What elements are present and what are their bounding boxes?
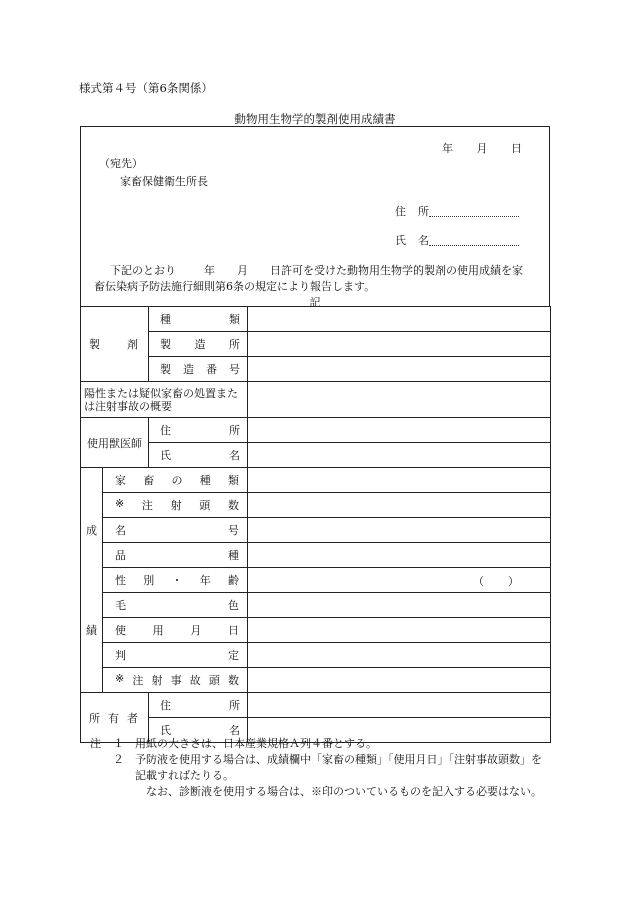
owner-address-value[interactable] [248,693,551,718]
year-label: 年 [442,142,453,155]
table-row [81,418,551,443]
owner-address-label: 住 所 [149,693,248,718]
month-label: 月 [476,142,488,155]
name-line[interactable] [429,234,519,246]
report-body: 下記のとおり 年 月 日許可を受けた動物用生物学的製剤の使用成績を家 畜伝染病予防法施行細則第6条の規定により報告します。 [94,264,523,293]
sex-age-label: 性 別 ・ 年 齢 [103,568,248,593]
table-row [81,668,551,693]
address-label: 住 所 [395,205,429,218]
office-name: 家畜保健衛生所長 [120,175,208,188]
judgment-value[interactable] [248,643,551,668]
table-row [81,493,551,518]
results-head: 成 績 [81,468,103,693]
ki-label: 記 [309,296,321,309]
day-label: 日 [511,142,522,155]
date-line [442,140,522,156]
owner-name-label: 氏 名 [149,718,248,743]
name-field [395,232,519,248]
injected-count-label: ※ 注 射 頭 数 [103,493,248,518]
animal-name-value[interactable] [248,518,551,543]
animal-name-label: 名 号 [103,518,248,543]
livestock-type-value[interactable] [248,468,551,493]
positive-summary-label: 陽性または疑似家畜の処置または注射事故の概要 [81,382,248,418]
report-body-line2: 畜伝染病予防法施行細則第6条の規定により報告します。 [94,280,376,293]
preparation-head: 製 剤 [81,307,149,382]
positive-summary-value[interactable] [248,382,551,418]
accident-count-label: ※ 注 射 事 故 頭 数 [103,668,248,693]
breed-value[interactable] [248,543,551,568]
address-field [395,203,519,219]
notes-label: 注 [90,737,101,750]
table-row [81,357,551,382]
table-row [81,468,551,493]
table-row [81,332,551,357]
preparation-type-label: 種 類 [149,307,248,332]
addressee: （宛先） [99,157,143,170]
table-row [81,543,551,568]
lot-number-label: 製 造 番 号 [149,357,248,382]
vet-head: 使用獣医師 [81,418,149,468]
table-row [81,568,551,593]
accident-count-value[interactable] [248,668,551,693]
owner-head: 所 有 者 [81,693,149,743]
table-row [81,693,551,718]
document-title: 動物用生物学的製剤使用成績書 [234,112,396,126]
age-brackets: （ ） [473,575,519,588]
note-item: 注 １ 用紙の大きさは、日本産業規格Ａ列４番とする。 [80,736,550,752]
coat-color-value[interactable] [248,593,551,618]
form-number: 様式第４号（第6条関係） [79,81,213,95]
table-row [81,618,551,643]
note-item: なお、診断液を使用する場合は、※印のついているものを記入する必要はない。 [146,785,542,798]
use-date-label: 使 用 月 日 [103,618,248,643]
vet-name-label: 氏 名 [149,443,248,468]
table-row [81,382,551,418]
address-line[interactable] [429,205,519,217]
name-label: 氏 名 [395,234,429,247]
injected-count-value[interactable] [248,493,551,518]
coat-color-label: 毛 色 [103,593,248,618]
manufacturer-label: 製 造 所 [149,332,248,357]
lot-number-value[interactable] [248,357,551,382]
judgment-label: 判 定 [103,643,248,668]
vet-address-label: 住 所 [149,418,248,443]
note-item: ２ 予防液を使用する場合は、成績欄中「家畜の種類」「使用月日」「注射事故頭数」を記載すればたりる。 [113,753,542,782]
table-row [81,443,551,468]
table-row [81,307,551,332]
sex-age-value[interactable] [248,568,551,593]
report-table [80,306,551,743]
notes [80,736,550,800]
manufacturer-value[interactable] [248,332,551,357]
preparation-type-value[interactable] [248,307,551,332]
table-row [81,643,551,668]
vet-address-value[interactable] [248,418,551,443]
use-date-value[interactable] [248,618,551,643]
table-row [81,593,551,618]
breed-label: 品 種 [103,543,248,568]
vet-name-value[interactable] [248,443,551,468]
table-row [81,518,551,543]
livestock-type-label: 家 畜 の 種 類 [103,468,248,493]
